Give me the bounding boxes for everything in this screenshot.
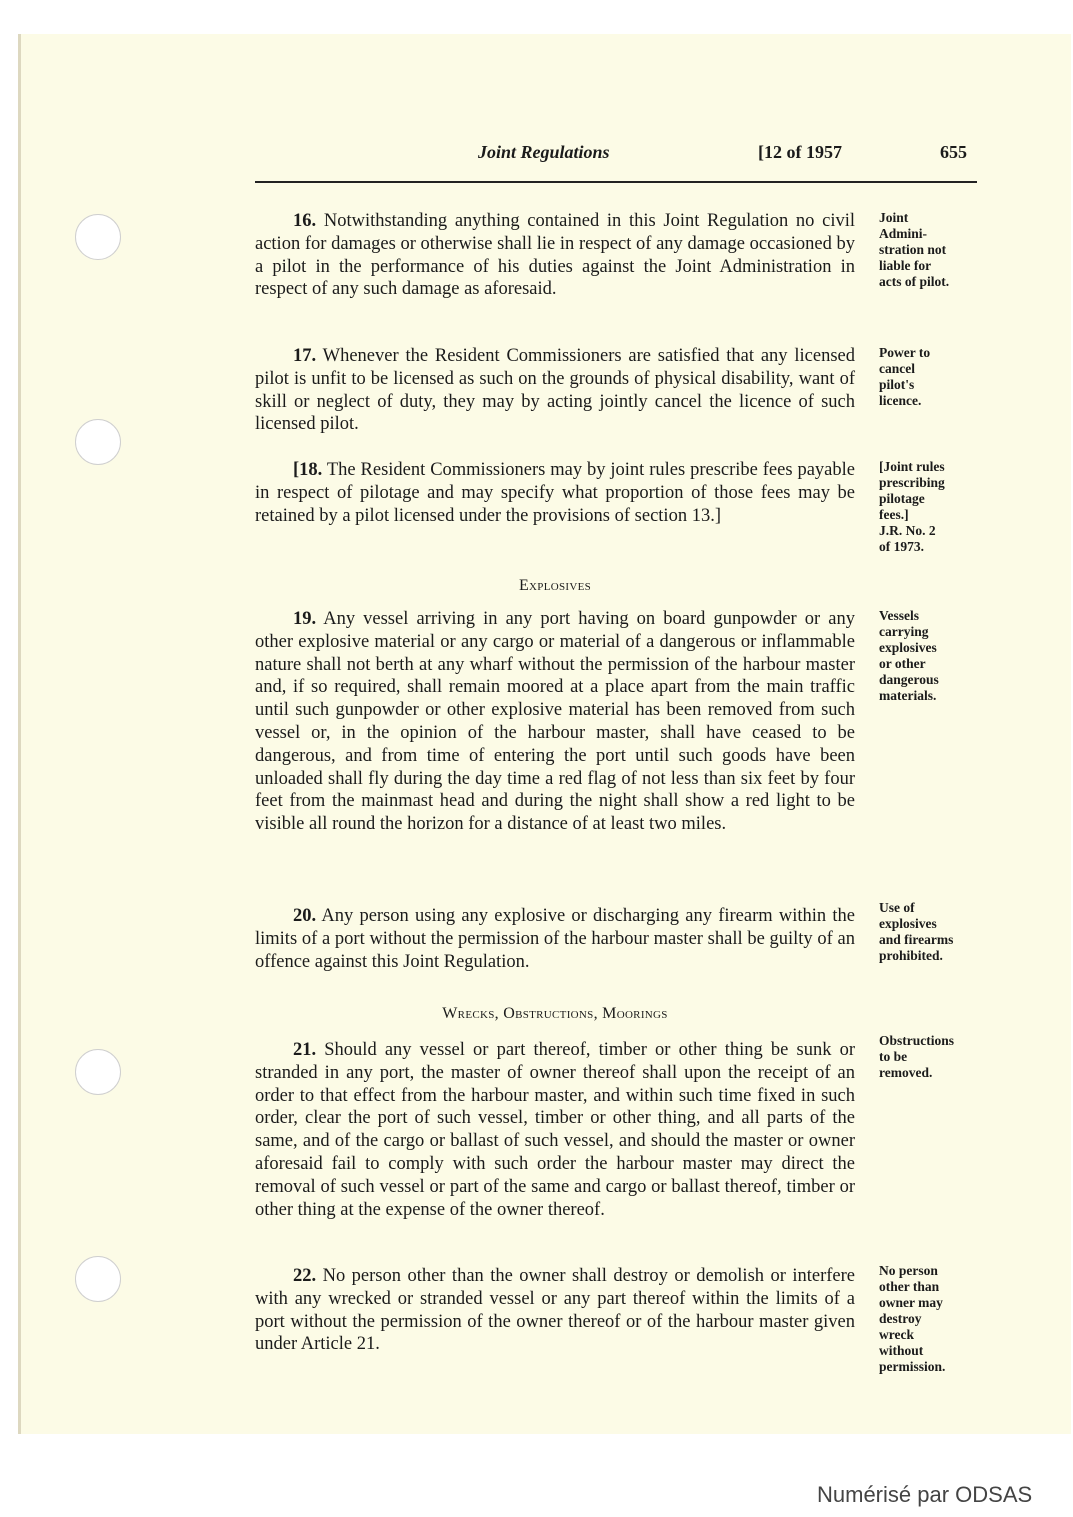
- section-22: [255, 1265, 855, 1356]
- section-19: [255, 608, 855, 836]
- margin-note-18: [Joint rules prescribing pilotage fees.] J.R. No. 2 of 1973.: [879, 459, 945, 554]
- punch-hole: [75, 1256, 121, 1302]
- page-number: 655: [940, 142, 967, 162]
- margin-note-19: Vessels carrying explosives or other dangerous materials.: [879, 608, 939, 703]
- punch-hole: [75, 214, 121, 260]
- section-text: The Resident Commissioners may by joint rules prescribe fees payable in respect of pilotage and may specify what proportion of those fees may be retained by a pilot licensed under the provisions of section 13.]: [255, 460, 855, 526]
- section-text: No person other than the owner shall destroy or demolish or interfere with any wrecked or stranded vessel or any part thereof within the limits of a port without the permission of the owner thereof or of the harbour master given under Article 21.: [255, 1266, 856, 1355]
- section-17: [255, 345, 855, 436]
- section-number: 21.: [293, 1040, 317, 1060]
- section-16: [255, 210, 855, 301]
- header-rule: [255, 181, 977, 183]
- section-number: 17.: [293, 346, 317, 366]
- section-text: Any vessel arriving in any port having on board gunpowder or any other explosive material or any cargo or material of a dangerous or inflammable nature shall not berth at any wharf without the permission of the harbour master and, if so required, shall remain moored at a place apart from the main traffic until such gunpowder or other explosive material has been removed from such vessel or, in the opinion of the harbour master, shall have ceased to be dangerous, and from time of entering the port until such goods have been unloaded shall fly during the day time a red flag of not less than six feet by four feet from the mainmast head and during the night shall show a red light to be visible all round the horizon for a distance of at least two miles.: [255, 609, 855, 835]
- digitization-credit: Numérisé par ODSAS: [817, 1482, 1033, 1507]
- section-number: 16.: [293, 211, 317, 231]
- section-number: [18.: [293, 460, 323, 480]
- section-21: [255, 1039, 855, 1221]
- margin-note-16: Joint Admini- stration not liable for acts of pilot.: [879, 210, 950, 289]
- section-text: Whenever the Resident Commissioners are satisfied that any licensed pilot is unfit to be licensed as such on the grounds of physical disability, want of skill or neglect of duty, they may by acting jointly cancel the licence of such licensed pilot.: [255, 346, 855, 435]
- margin-note-17: Power to cancel pilot's licence.: [879, 345, 931, 408]
- section-number: 22.: [293, 1266, 317, 1286]
- section-number: 19.: [293, 609, 317, 629]
- heading-explosives: Explosives: [518, 577, 592, 594]
- section-20: [255, 905, 855, 973]
- margin-note-20: Use of explosives and firearms prohibited.: [879, 900, 954, 963]
- chapter-reference: [12 of 1957: [758, 142, 842, 162]
- section-number: 20.: [293, 906, 317, 926]
- margin-note-22: No person other than owner may destroy wreck without permission.: [879, 1263, 946, 1374]
- running-title: Joint Regulations: [478, 142, 610, 162]
- section-18: [255, 459, 855, 527]
- heading-wrecks: Wrecks, Obstructions, Moorings: [442, 1005, 668, 1022]
- punch-hole: [75, 1049, 121, 1095]
- section-text: Should any vessel or part thereof, timber or other thing be sunk or stranded in any port, the master of owner thereof shall upon the receipt of an order to that effect from the harbour master, and within such time fixed in such order, clear the port of such vessel, timber or other thing, and all parts of the same, and of the cargo or ballast of such vessel, and should the master or owner aforesaid fail to comply with such order the harbour master may direct the removal of such vessel or part of the same and cargo or ballast thereof, timber or other thing at the expense of the owner thereof.: [255, 1040, 855, 1220]
- margin-note-21: Obstructions to be removed.: [879, 1033, 955, 1080]
- section-text: Notwithstanding anything contained in this Joint Regulation no civil action for damages or otherwise shall lie in respect of any damage occasioned by a pilot in the performance of his duties against the Joint Administration in respect of any such damage as aforesaid.: [255, 211, 856, 300]
- section-text: Any person using any explosive or discharging any firearm within the limits of a port without the permission of the harbour master shall be guilty of an offence against this Joint Regulation.: [255, 906, 855, 972]
- punch-hole: [75, 419, 121, 465]
